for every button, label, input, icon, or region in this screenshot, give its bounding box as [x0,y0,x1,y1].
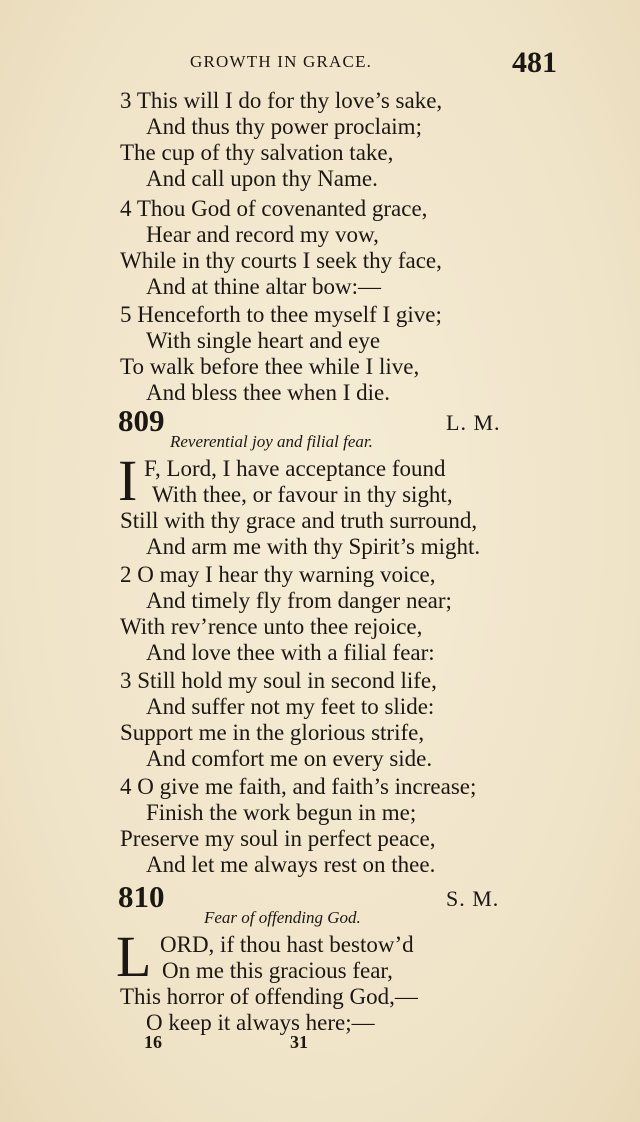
verse-line: Hear and record my vow, [146,222,379,247]
verse-line: And thus thy power proclaim; [146,114,422,139]
hymn-meter: L. M. [446,410,501,435]
verse-line: To walk before thee while I live, [120,354,420,379]
drop-cap: L [116,924,152,989]
verse-line: 3 This will I do for thy love’s sake, [120,88,443,113]
verse-line: Finish the work begun in me; [146,800,417,825]
verse-line: And comfort me on every side. [146,746,433,771]
verse-line: F, Lord, I have acceptance found [144,456,446,481]
drop-cap: I [118,448,138,513]
verse-line: And bless thee when I die. [146,380,390,405]
verse-line: 4 Thou God of covenanted grace, [120,196,428,221]
verse-line: Preserve my soul in perfect peace, [120,826,436,851]
verse-line: ORD, if thou hast bestow’d [160,932,414,957]
verse-line: And love thee with a filial fear: [146,640,435,665]
verse-line: With single heart and eye [146,328,381,353]
page-header [0,46,640,86]
signature-mark: 16 [144,1032,162,1052]
page-number: 481 [512,46,557,79]
verse-line: And call upon thy Name. [146,166,378,191]
hymn-subtitle: Reverential joy and filial fear. [170,432,373,451]
verse-line: And arm me with thy Spirit’s might. [146,534,481,559]
verse-line: While in thy courts I seek thy face, [120,248,442,273]
running-head: GROWTH IN GRACE. [190,52,373,71]
verse-line: With rev’rence unto thee rejoice, [120,614,423,639]
verse-line: O keep it always here;— [146,1010,375,1035]
hymn-number: 810 [118,879,165,914]
verse-line: And let me always rest on thee. [146,852,436,877]
verse-line: 3 Still hold my soul in second life, [120,668,437,693]
verse-line: The cup of thy salvation take, [120,140,394,165]
hymn-number: 809 [118,403,165,438]
verse-line: This horror of offending God,— [120,984,418,1009]
verse-line: And timely fly from danger near; [146,588,452,613]
verse-line: 5 Henceforth to thee myself I give; [120,302,442,327]
verse-line: And suffer not my feet to slide: [146,694,435,719]
hymn-subtitle: Fear of offending God. [204,908,361,927]
verse-line: Still with thy grace and truth surround, [120,508,478,533]
verse-line: Support me in the glorious strife, [120,720,425,745]
verse-line: 2 O may I hear thy warning voice, [120,562,436,587]
verse-line: With thee, or favour in thy sight, [152,482,453,507]
verse-line: On me this gracious fear, [162,958,393,983]
sheet-number: 31 [290,1032,308,1052]
verse-line: And at thine altar bow:— [146,274,382,299]
verse-line: 4 O give me faith, and faith’s increase; [120,774,477,799]
hymn-meter: S. M. [446,886,500,911]
